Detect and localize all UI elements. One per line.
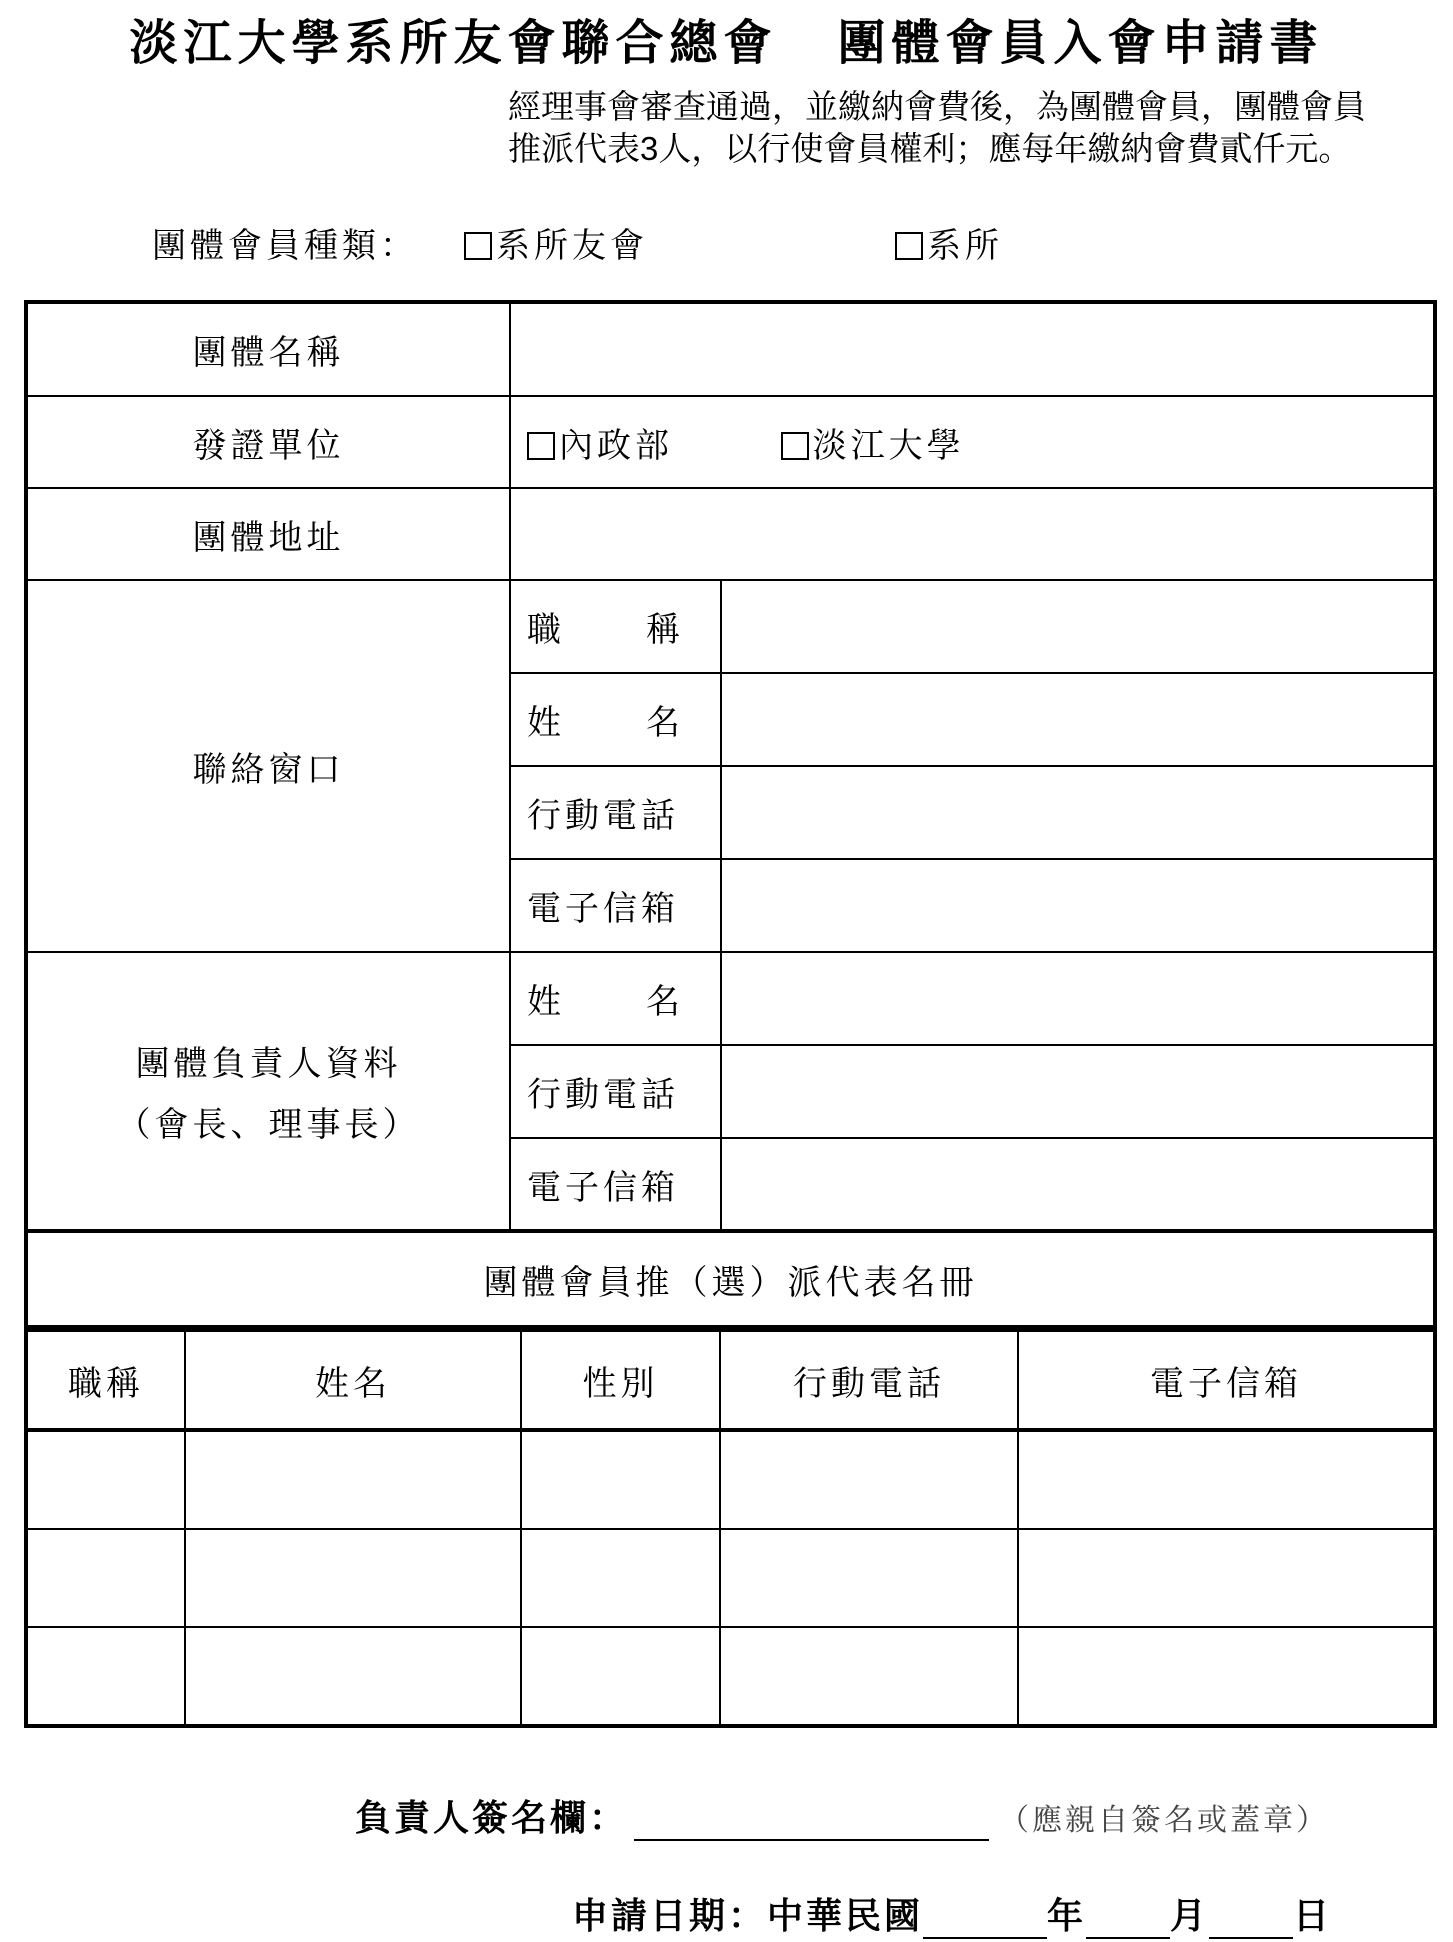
- member-type-option-department[interactable]: [895, 218, 1003, 267]
- signature-line[interactable]: [634, 1809, 989, 1841]
- year-field[interactable]: [923, 1907, 1047, 1939]
- title-org: 淡江大學系所友會聯合總會: [129, 15, 778, 71]
- member-type-label: 團體會員種類：: [152, 226, 418, 266]
- year-label: 年: [1047, 1896, 1087, 1937]
- application-form-table: [24, 300, 1437, 1329]
- label-group-name: 團體名稱: [26, 302, 510, 396]
- label-contact-name: 姓 名: [510, 673, 721, 766]
- roster-cell[interactable]: [185, 1430, 521, 1529]
- application-date-row: [572, 1888, 1332, 1939]
- note-line-2: 推派代表3人，以行使會員權利；應每年繳納會費貳仟元。: [508, 130, 1352, 167]
- table-row: [26, 1627, 1435, 1726]
- roster-cell[interactable]: [185, 1627, 521, 1726]
- checkbox-tamkang-university[interactable]: [781, 432, 809, 460]
- contact-title-field[interactable]: [721, 580, 1435, 673]
- roster-cell[interactable]: [720, 1627, 1018, 1726]
- address-field[interactable]: [510, 488, 1435, 580]
- group-name-field[interactable]: [510, 302, 1435, 396]
- note-line-1: 經理事會審查通過，並繳納會費後，為團體會員，團體會員: [508, 88, 1366, 125]
- label-contact-email: 電子信箱: [510, 859, 721, 952]
- checkbox-alumni-association[interactable]: [464, 232, 492, 260]
- roster-cell[interactable]: [521, 1529, 720, 1627]
- member-type-option-alumni[interactable]: [464, 218, 648, 267]
- leader-mobile-field[interactable]: [721, 1045, 1435, 1138]
- option-label: 系所友會: [496, 226, 648, 266]
- label-leader: [26, 952, 510, 1231]
- leader-email-field[interactable]: [721, 1138, 1435, 1231]
- label-leader-name: 姓 名: [510, 952, 721, 1045]
- roster-header-name: 姓名: [185, 1330, 521, 1430]
- membership-note: [508, 86, 1388, 170]
- month-label: 月: [1170, 1896, 1210, 1937]
- checkbox-department[interactable]: [895, 232, 923, 260]
- label-address: 團體地址: [26, 488, 510, 580]
- roster-cell[interactable]: [521, 1430, 720, 1529]
- contact-name-field[interactable]: [721, 673, 1435, 766]
- day-field[interactable]: [1209, 1907, 1293, 1939]
- table-row: [26, 1529, 1435, 1627]
- roster-cell[interactable]: [26, 1430, 185, 1529]
- roster-cell[interactable]: [185, 1529, 521, 1627]
- option-label: 系所: [927, 226, 1003, 266]
- roster-cell[interactable]: [720, 1529, 1018, 1627]
- issuer-option-label: 內政部: [559, 425, 673, 466]
- leader-line-2: （會長、理事長）: [116, 1105, 421, 1145]
- title-form-name: 團體會員入會申請書: [837, 15, 1324, 71]
- leader-line-1: 團體負責人資料: [135, 1044, 402, 1084]
- day-label: 日: [1293, 1896, 1333, 1937]
- signature-row: [355, 1790, 1329, 1841]
- label-leader-email: 電子信箱: [510, 1138, 721, 1231]
- table-row: [26, 1430, 1435, 1529]
- page-title: [0, 4, 1453, 73]
- roster-header-email: 電子信箱: [1018, 1330, 1435, 1430]
- roster-header-title: 職稱: [26, 1330, 185, 1430]
- roster-cell[interactable]: [1018, 1430, 1435, 1529]
- label-contact-mobile: 行動電話: [510, 766, 721, 859]
- month-field[interactable]: [1086, 1907, 1170, 1939]
- checkbox-ministry-interior[interactable]: [527, 432, 555, 460]
- roster-cell[interactable]: [26, 1529, 185, 1627]
- roster-title: 團體會員推（選）派代表名冊: [26, 1231, 1435, 1327]
- contact-email-field[interactable]: [721, 859, 1435, 952]
- roster-header-gender: 性別: [521, 1330, 720, 1430]
- representative-roster-table: [24, 1328, 1437, 1728]
- issuer-options: [510, 396, 1435, 488]
- label-contact: 聯絡窗口: [26, 580, 510, 952]
- label-leader-mobile: 行動電話: [510, 1045, 721, 1138]
- signature-label: 負責人簽名欄：: [355, 1798, 629, 1839]
- leader-name-field[interactable]: [721, 952, 1435, 1045]
- date-label: 申請日期：中華民國: [572, 1896, 924, 1937]
- roster-header-mobile: 行動電話: [720, 1330, 1018, 1430]
- roster-cell[interactable]: [720, 1430, 1018, 1529]
- issuer-option-label: 淡江大學: [812, 425, 965, 466]
- roster-cell[interactable]: [521, 1627, 720, 1726]
- roster-cell[interactable]: [1018, 1627, 1435, 1726]
- roster-cell[interactable]: [1018, 1529, 1435, 1627]
- contact-mobile-field[interactable]: [721, 766, 1435, 859]
- signature-hint: （應親自簽名或蓋章）: [999, 1803, 1330, 1838]
- label-issuer: 發證單位: [26, 396, 510, 488]
- label-contact-title: 職 稱: [510, 580, 721, 673]
- roster-cell[interactable]: [26, 1627, 185, 1726]
